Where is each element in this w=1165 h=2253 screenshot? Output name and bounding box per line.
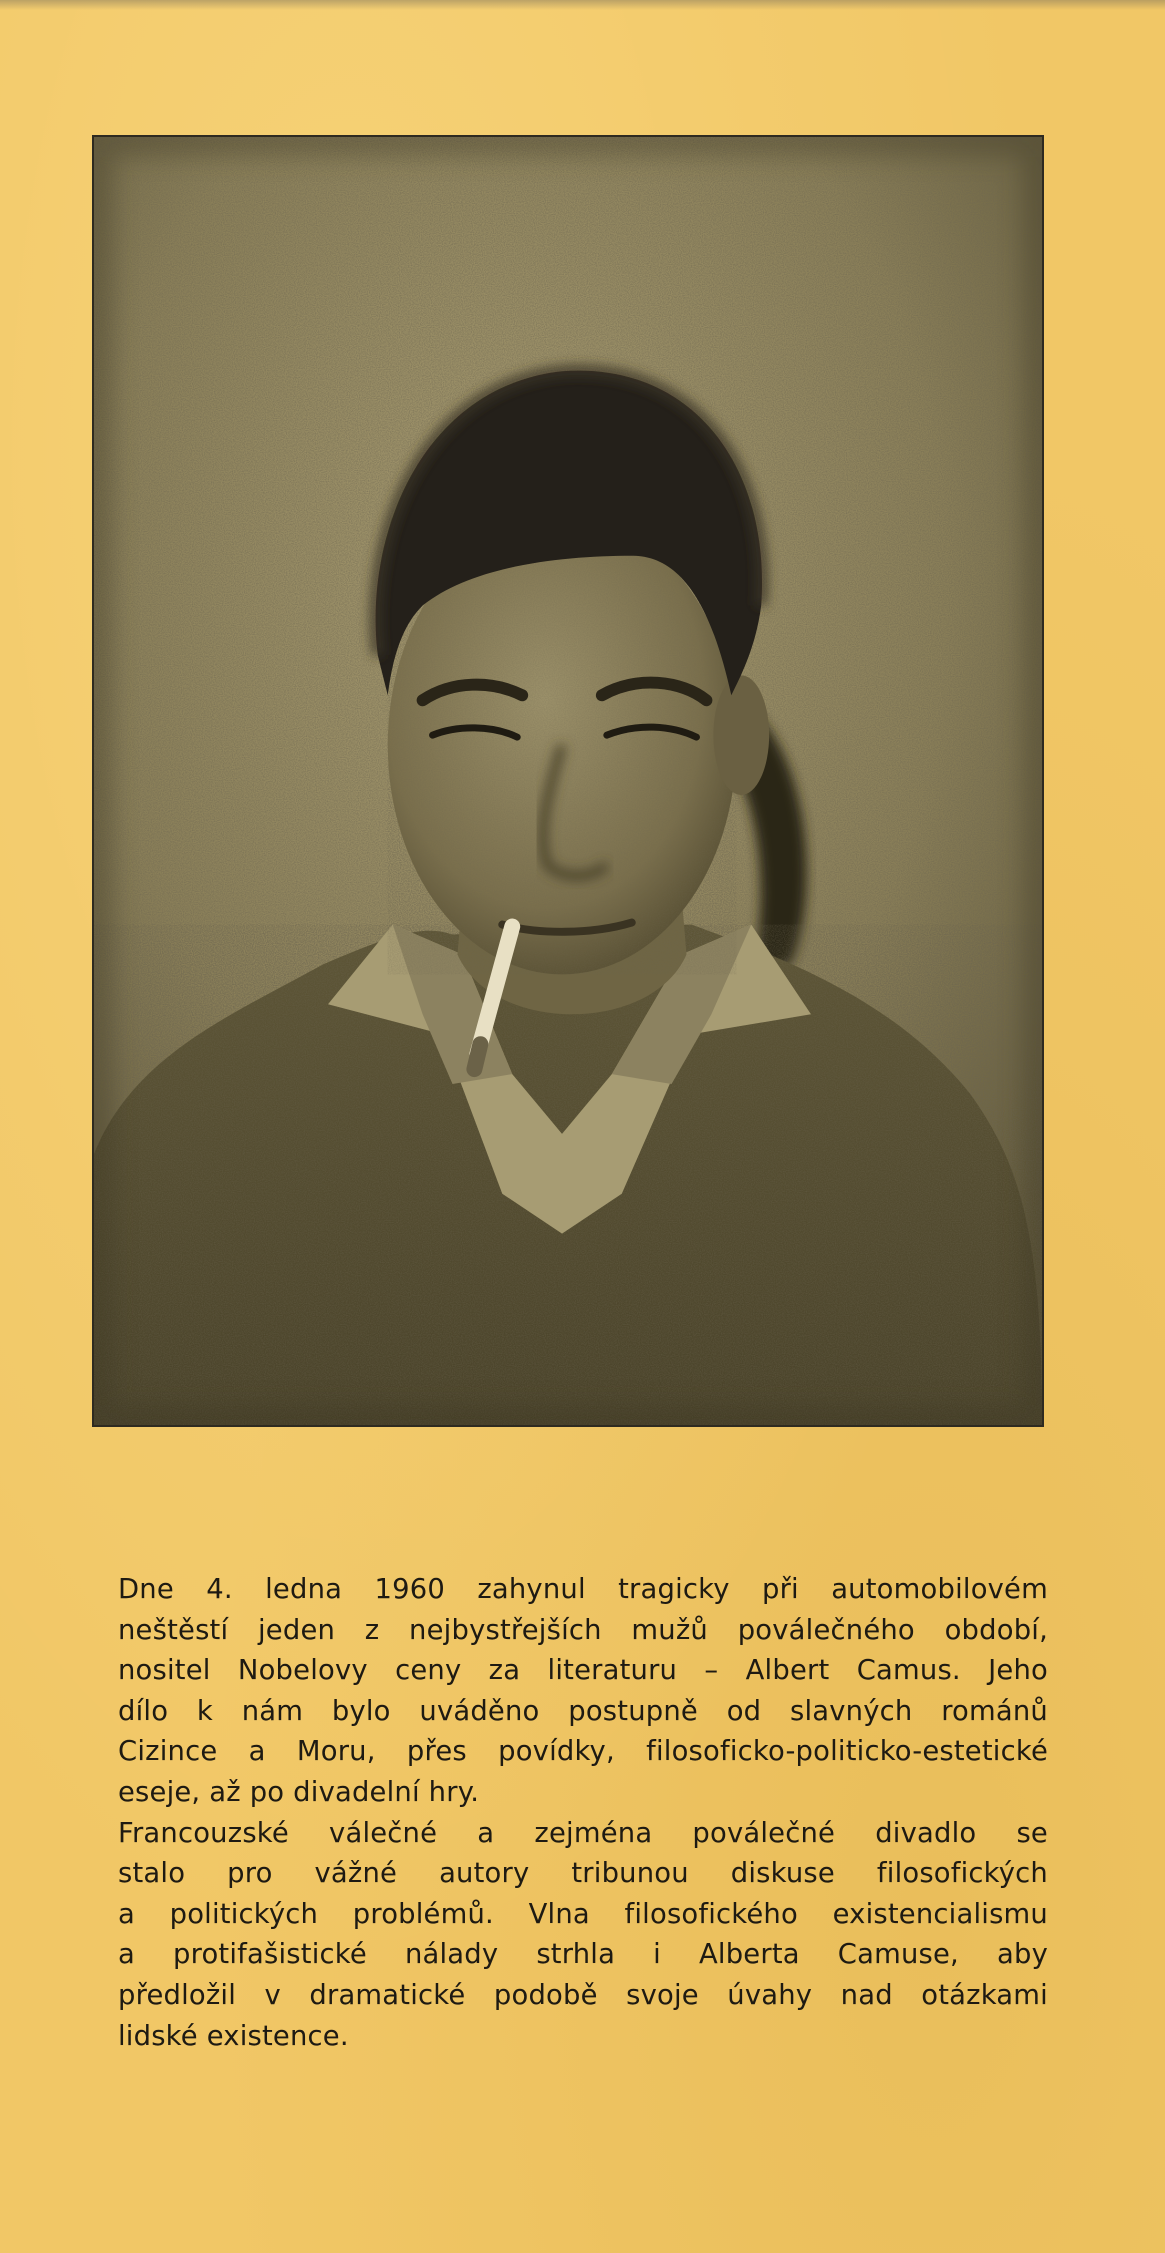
text-line: eseje, až po divadelní hry. [118,1776,480,1808]
text-line: Dne 4. ledna 1960 zahynul tragicky při automobilovém [118,1574,1048,1605]
page-top-edge [0,0,1165,10]
portrait-photo-image [94,137,1042,1425]
text-line: stalo pro vážné autory tribunou diskuse filosofických [118,1858,1048,1890]
text-line: neštěstí jeden z nejbystřejších mužů poválečného období, [118,1614,1048,1646]
text-line: nositel Nobelovy ceny za literaturu – Albert Camus. Jeho [118,1655,1048,1687]
paragraph-1 [118,1570,1048,1814]
portrait-photo [92,135,1044,1427]
text-line: dílo k nám bylo uváděno postupně od slavných románů [118,1695,1048,1727]
text-line: Francouzské válečné a zejména poválečné divadlo se [118,1817,1048,1849]
text-line: předložil v dramatické podobě svoje úvahy nad otázkami [118,1979,1048,2011]
description-text [118,1570,1048,2057]
text-line: a protifašistické nálady strhla i Alberta Camuse, aby [118,1939,1048,1971]
text-line: Cizince a Moru, přes povídky, filosoficko-politicko-estetické [118,1736,1048,1768]
text-line: a politických problémů. Vlna filosofického existencialismu [118,1898,1048,1930]
paragraph-2 [118,1814,1048,2058]
text-line: lidské existence. [118,2020,349,2052]
